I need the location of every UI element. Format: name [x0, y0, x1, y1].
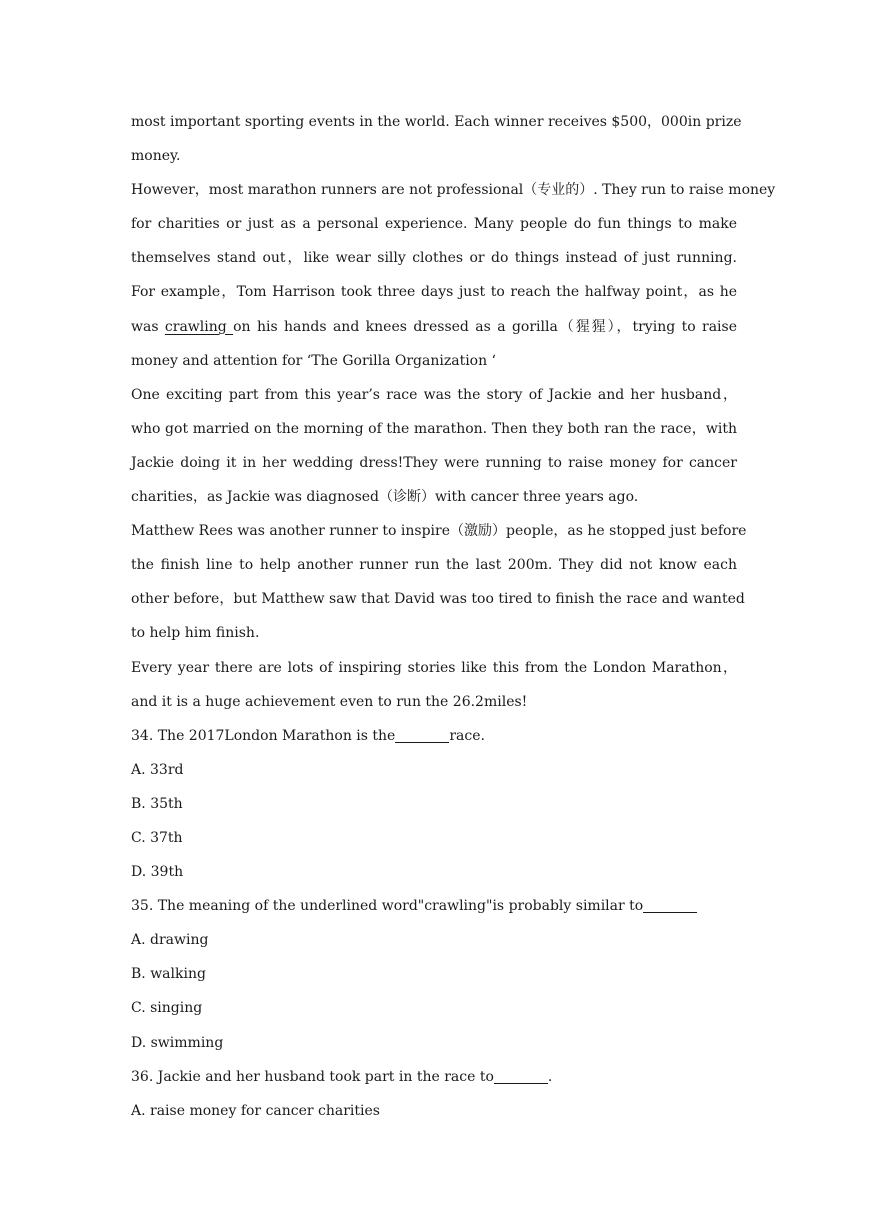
passage-line: One exciting part from this year’s race was the story of Jackie and her husband， — [131, 386, 737, 403]
question-text: 34. The 2017London Marathon is the — [131, 727, 396, 744]
passage-line: themselves stand out，like wear silly clothes or do things instead of just running. — [131, 250, 737, 267]
question-35-option-d: D. swimming — [131, 1034, 224, 1051]
passage-line: and it is a huge achievement even to run the 26.2miles! — [131, 693, 528, 710]
question-text: 35. The meaning of the underlined word"crawling"is probably similar to — [131, 898, 644, 915]
passage-line: the finish line to help another runner run the last 200m. They did not know each — [131, 557, 737, 574]
passage-line: money and attention for ‘The Gorilla Organization ‘ — [131, 352, 497, 369]
question-34-option-a: A. 33rd — [131, 761, 184, 778]
question-34-stem — [131, 719, 737, 753]
underlined-word-crawling: crawling — [164, 318, 234, 335]
question-35-option-c: C. singing — [131, 1000, 203, 1017]
document-page — [131, 105, 776, 1128]
passage-line: most important sporting events in the world. Each winner receives $500，000in prize — [131, 114, 742, 130]
passage-line: Matthew Rees was another runner to inspire（激励）people，as he stopped just before — [131, 523, 747, 540]
passage-line: For example，Tom Harrison took three days just to reach the halfway point，as he — [131, 284, 737, 301]
passage-text: was — [131, 318, 165, 335]
passage-line: for charities or just as a personal experience. Many people do fun things to make — [131, 216, 737, 233]
passage-line: to help him finish. — [131, 625, 260, 642]
passage-line: However，most marathon runners are not professional（专业的）. They run to raise money — [131, 182, 776, 199]
passage-line: money. — [131, 148, 181, 165]
question-35-option-b: B. walking — [131, 966, 206, 983]
passage-line: other before，but Matthew saw that David was too tired to finish the race and wanted — [131, 591, 745, 608]
question-34-option-c: C. 37th — [131, 829, 183, 846]
question-36-stem — [131, 1060, 737, 1094]
question-text: race. — [449, 727, 485, 744]
answer-blank — [494, 1082, 548, 1084]
passage-line: Jackie doing it in her wedding dress!They were running to raise money for cancer — [131, 454, 737, 471]
question-36-option-a: A. raise money for cancer charities — [131, 1102, 380, 1119]
passage-line: Every year there are lots of inspiring stories like this from the London Marathon， — [131, 659, 737, 676]
question-34-option-d: D. 39th — [131, 864, 184, 881]
passage-line: who got married on the morning of the marathon. Then they both ran the race，with — [131, 420, 737, 437]
passage-text: on his hands and knees dressed as a gorilla（猩猩），trying to raise — [233, 318, 738, 335]
question-34-option-b: B. 35th — [131, 795, 183, 812]
question-35-stem — [131, 889, 737, 923]
passage-line — [131, 310, 737, 344]
question-35-option-a: A. drawing — [131, 932, 209, 949]
question-text: . — [547, 1068, 553, 1085]
passage-line: charities，as Jackie was diagnosed（诊断）with cancer three years ago. — [131, 489, 639, 506]
answer-blank — [395, 741, 449, 743]
answer-blank — [643, 911, 697, 913]
question-text: 36. Jackie and her husband took part in the race to — [131, 1068, 494, 1085]
